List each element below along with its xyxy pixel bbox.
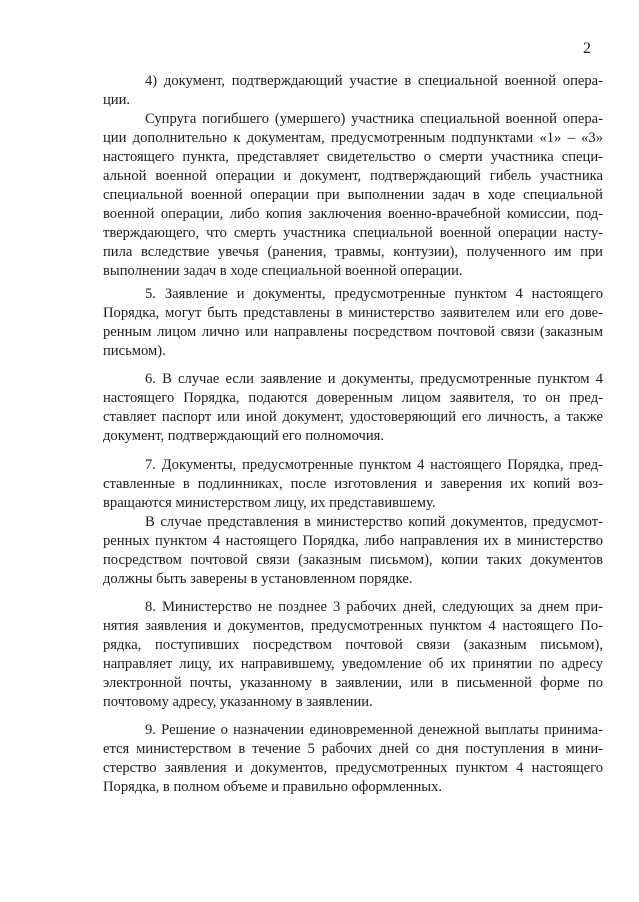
text-line: 6. В случае если заявление и документы, предусмотренные пунктом 4 — [145, 371, 603, 387]
text-line: Порядка, могут быть представлены в министерство заявителем или его дове- — [103, 305, 603, 321]
text-line: пила вследствие увечья (ранения, травмы, контузии), полученного им при — [103, 244, 603, 260]
text-line: посредством почтовой связи (заказным письмом), копии таких документов — [103, 552, 603, 568]
paragraph-8 — [103, 598, 603, 712]
text-line: ставленные в подлинниках, после изготовления и заверения их копий воз- — [103, 476, 603, 492]
paragraph-spouse — [103, 110, 603, 281]
text-line: ции. — [103, 92, 131, 108]
text-line: Порядка, в полном объеме и правильно оформленных. — [103, 779, 443, 795]
text-line: ется министерством в течение 5 рабочих дней со дня поступления в мини- — [103, 741, 603, 757]
text-line: альной военной операции и документ, подтверждающий гибель участника — [103, 168, 603, 184]
text-line: вращаются министерством лицу, их представившему. — [103, 495, 436, 511]
text-line: направляет лицу, их направившему, уведомление об их принятии по адресу — [103, 656, 603, 672]
text-line: ренных пунктом 4 настоящего Порядка, либо направления их в министерство — [103, 533, 603, 549]
text-line: 9. Решение о назначении единовременной денежной выплаты принима- — [145, 722, 603, 738]
text-line: документ, подтверждающий его полномочия. — [103, 428, 385, 444]
text-line: почтовому адресу, указанному в заявлении. — [103, 694, 373, 710]
text-line: 4) документ, подтверждающий участие в специальной военной опера- — [145, 73, 603, 89]
page-number: 2 — [583, 40, 591, 57]
text-line: стерство заявления и документов, предусмотренных пунктом 4 настоящего — [103, 760, 603, 776]
text-line: тверждающего, что смерть участника специальной военной операции насту- — [103, 225, 603, 241]
paragraph-6 — [103, 370, 603, 446]
text-line: нятия заявления и документов, предусмотренных пунктом 4 настоящего По- — [103, 618, 603, 634]
text-line: настоящего Порядка, подаются доверенным лицом заявителя, то он пред- — [103, 390, 603, 406]
paragraph-7-copies — [103, 513, 603, 589]
paragraph-item-4 — [103, 72, 603, 110]
text-line: настоящего пункта, представляет свидетельство о смерти участника специ- — [103, 149, 603, 165]
text-line: военной операции, либо копия заключения военно-врачебной комиссии, под- — [103, 206, 603, 222]
text-line: выполнении задач в ходе специальной военной операции. — [103, 263, 463, 279]
text-line: специальной военной операции при выполнении задач в ходе специальной — [103, 187, 603, 203]
paragraph-9 — [103, 721, 603, 797]
paragraph-7 — [103, 456, 603, 513]
text-line: должны быть заверены в установленном порядке. — [103, 571, 413, 587]
text-line: рядка, поступивших посредством почтовой связи (заказным письмом), — [103, 637, 603, 653]
paragraph-5 — [103, 285, 603, 361]
text-line: ренным лицом лично или направлены посредством почтовой связи (заказным — [103, 324, 603, 340]
text-line: ции дополнительно к документам, предусмотренным подпунктами «1» – «3» — [103, 130, 603, 146]
text-line: письмом). — [103, 343, 166, 359]
text-line: В случае представления в министерство копий документов, предусмот- — [145, 514, 603, 530]
text-line: Супруга погибшего (умершего) участника специальной военной опера- — [145, 111, 603, 127]
text-line: 5. Заявление и документы, предусмотренные пунктом 4 настоящего — [145, 286, 603, 302]
text-line: электронной почты, указанному в заявлении, или в письменной форме по — [103, 675, 603, 691]
text-line: ставляет паспорт или иной документ, удостоверяющий его личность, а также — [103, 409, 603, 425]
text-line: 7. Документы, предусмотренные пунктом 4 настоящего Порядка, пред- — [145, 457, 603, 473]
text-line: 8. Министерство не позднее 3 рабочих дней, следующих за днем при- — [145, 599, 603, 615]
